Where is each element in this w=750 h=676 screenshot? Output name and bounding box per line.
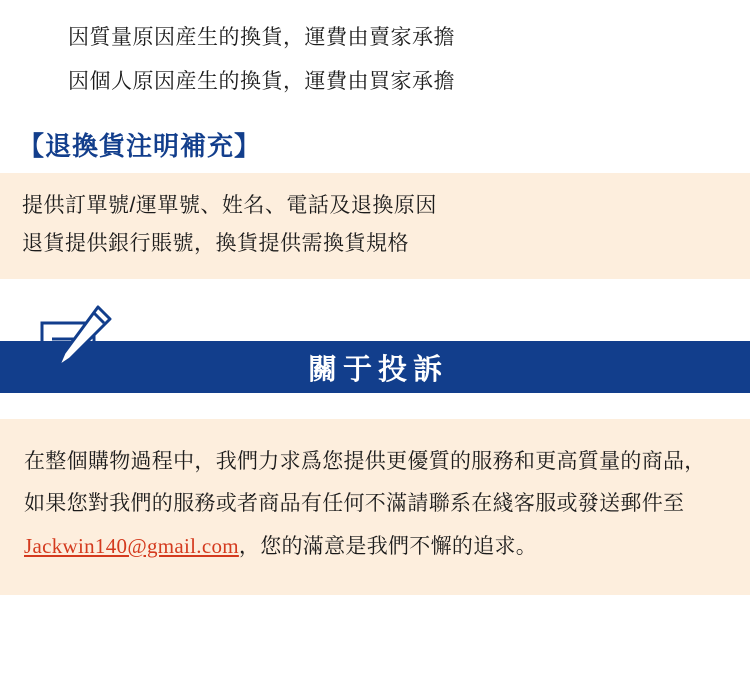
pencil-edit-icon: [36, 305, 112, 383]
top-note-line: 因質量原因産生的換貨，運費由賣家承擔: [68, 26, 455, 49]
top-note-line: 因個人原因産生的換貨，運費由買家承擔: [68, 70, 455, 93]
return-note-line: 退貨提供銀行賬號，換貨提供需換貨規格: [22, 232, 409, 255]
complaint-body-box: [0, 419, 750, 595]
complaint-banner-wrap: [0, 331, 750, 393]
complaint-paragraph: [24, 441, 726, 568]
complaint-text-part2: ，您的滿意是我們不懈的追求。: [238, 535, 538, 558]
complaint-text-part1: 在整個購物過程中，我們力求爲您提供更優質的服務和更高質量的商品，如果您對我們的服務或者商品有任何不滿請聯系在綫客服或發送郵件至: [24, 450, 706, 515]
support-email-link[interactable]: Jackwin140@gmail.com: [24, 534, 239, 558]
return-note-box: [0, 173, 750, 279]
return-note-line: 提供訂單號/運單號、姓名、電話及退換原因: [22, 194, 437, 217]
complaint-banner: [0, 341, 750, 393]
return-note-heading: 【退換貨注明補充】: [18, 131, 262, 161]
top-notes-group: [0, 0, 750, 104]
complaint-banner-title: 關于投訴: [307, 353, 448, 386]
